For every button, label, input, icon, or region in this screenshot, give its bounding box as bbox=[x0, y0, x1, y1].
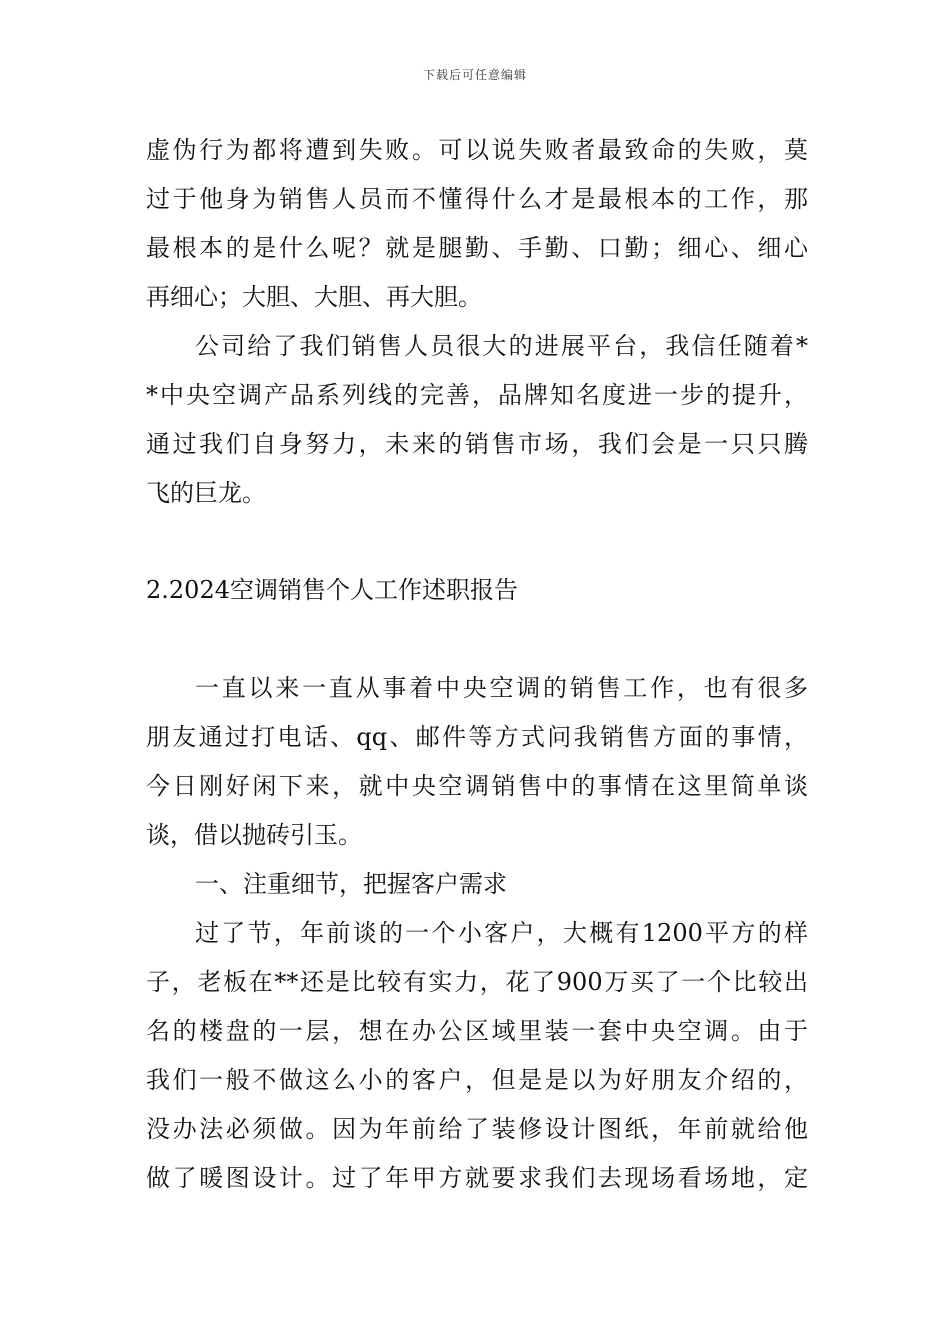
text-line: 朋友通过打电话、qq、邮件等方式问我销售方面的事情， bbox=[146, 723, 808, 751]
text-line: 飞的巨龙。 bbox=[146, 479, 266, 507]
text-line: 今日刚好闲下来，就中央空调销售中的事情在这里简单谈 bbox=[146, 772, 808, 800]
text-line: 最根本的是什么呢？就是腿勤、手勤、口勤；细心、细心 bbox=[146, 234, 808, 262]
subheading: 一、注重细节，把握客户需求 bbox=[195, 870, 507, 898]
page-header: 下载后可任意编辑 bbox=[422, 68, 527, 82]
text-line: 再细心；大胆、大胆、再大胆。 bbox=[146, 283, 482, 311]
section-heading: 2.2024空调销售个人工作述职报告 bbox=[146, 576, 518, 604]
text-line: *中央空调产品系列线的完善，品牌知名度进一步的提升， bbox=[146, 381, 808, 409]
text-line: 名的楼盘的一层，想在办公区域里装一套中央空调。由于 bbox=[146, 1017, 808, 1045]
text-line: 过于他身为销售人员而不懂得什么才是最根本的工作，那 bbox=[146, 185, 808, 213]
text-line: 没办法必须做。因为年前给了装修设计图纸，年前就给他 bbox=[146, 1115, 808, 1143]
text-line: 我们一般不做这么小的客户，但是是以为好朋友介绍的， bbox=[146, 1066, 808, 1094]
paragraph bbox=[146, 322, 808, 518]
paragraph bbox=[146, 909, 808, 1203]
paragraph bbox=[146, 126, 808, 322]
document-body bbox=[146, 126, 808, 1203]
text-line: 通过我们自身努力，未来的销售市场，我们会是一只只腾 bbox=[146, 430, 808, 458]
text-line: 谈，借以抛砖引玉。 bbox=[146, 821, 362, 849]
text-line: 公司给了我们销售人员很大的进展平台，我信任随着* bbox=[195, 332, 808, 360]
text-line: 虚伪行为都将遭到失败。可以说失败者最致命的失败，莫 bbox=[146, 136, 808, 164]
text-line: 一直以来一直从事着中央空调的销售工作，也有很多 bbox=[195, 674, 808, 702]
text-line: 过了节，年前谈的一个小客户，大概有1200平方的样 bbox=[195, 919, 808, 947]
text-line: 做了暖图设计。过了年甲方就要求我们去现场看场地，定 bbox=[146, 1164, 808, 1192]
text-line: 子，老板在**还是比较有实力，花了900万买了一个比较出 bbox=[146, 968, 808, 996]
paragraph bbox=[146, 664, 808, 860]
